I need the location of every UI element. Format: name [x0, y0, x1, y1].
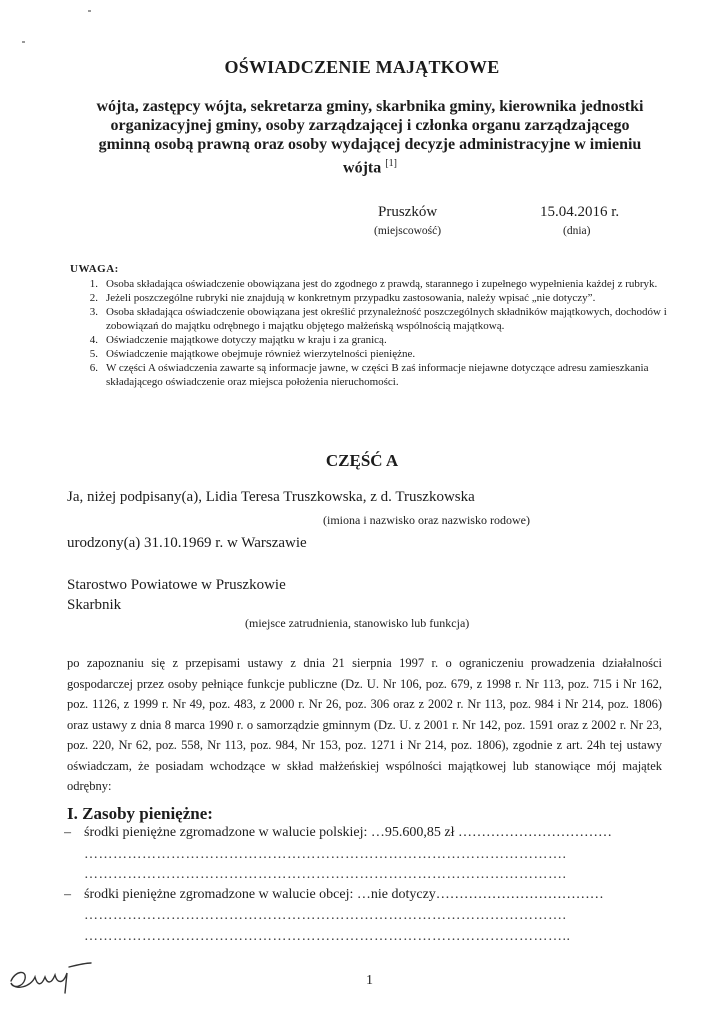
place-caption: (miejscowość)	[374, 225, 442, 237]
list-dash: –	[64, 825, 71, 840]
note-number: 1.	[89, 278, 98, 290]
foreign-funds-text: środki pieniężne zgromadzone w walucie obcej: …nie dotyczy………………………………	[84, 887, 604, 902]
subtitle-line: gminną osobą prawną oraz osoby wydającej decyzje administracyjne w imieniu	[98, 136, 642, 153]
page-number: 1	[366, 973, 373, 988]
note-item	[70, 277, 670, 291]
dotted-line: ……………………………………………………………………………………….	[84, 867, 567, 882]
employer-name: Starostwo Powiatowe w Pruszkowie	[67, 577, 286, 593]
note-text: W części A oświadczenia zawarte są informacje jawne, w części B zaś informacje niejawne dotyczące adresu zamieszkania składającego oświadczenie oraz miejsca położenia nieruchomości.	[106, 362, 649, 388]
pln-funds-line	[64, 825, 612, 841]
signature-mark	[5, 957, 95, 997]
dotted-line: ……………………………………………………………………………………….	[84, 908, 567, 923]
note-text: Osoba składająca oświadczenie obowiązana jest do zgodnego z prawdą, starannego i zupełnego wypełnienia każdej z rubryk.	[106, 278, 658, 290]
note-number: 4.	[89, 334, 98, 346]
note-item	[70, 305, 670, 333]
subtitle-line	[70, 154, 670, 177]
note-text: Oświadczenie majątkowe obejmuje również wierzytelności pieniężne.	[106, 348, 416, 360]
note-number: 2.	[89, 292, 98, 304]
note-text: Jeżeli poszczególne rubryki nie znajdują w konkretnym przypadku zastosowania, należy wpisać „nie dotyczy”.	[106, 292, 596, 304]
dotted-line: ……………………………………………………………………………………….	[84, 847, 567, 862]
scan-speck	[22, 41, 25, 43]
subtitle-line: wójta, zastępcy wójta, sekretarza gminy, skarbnika gminy, kierownika jednostki	[96, 98, 644, 115]
document-subtitle	[70, 97, 670, 177]
foreign-funds-line	[64, 887, 604, 903]
footnote-marker: [1]	[385, 158, 397, 169]
note-text: Osoba składająca oświadczenie obowiązana jest określić przynależność poszczególnych składników majątkowych, dochodów i zobowiązań do majątku odrębnego i majątku objętego małżeńską wspólnością majątkową.	[106, 306, 667, 332]
subtitle-last-word: wójta	[343, 159, 382, 177]
employer-block	[67, 575, 286, 615]
subtitle-line: organizacyjnej gminy, osoby zarządzającej i członka organu zarządzającego	[110, 117, 630, 134]
scan-speck	[88, 10, 91, 12]
date-value: 15.04.2016 r.	[540, 204, 620, 220]
declarant-line: Ja, niżej podpisany(a), Lidia Teresa Truszkowska, z d. Truszkowska	[67, 489, 475, 505]
employer-position: Skarbnik	[67, 597, 122, 613]
note-text: Oświadczenie majątkowe dotyczy majątku w kraju i za granicą.	[106, 334, 387, 346]
note-item	[70, 333, 670, 347]
notes-list	[70, 277, 670, 389]
dotted-line: ………………………………………………………………………………………..	[84, 929, 571, 944]
note-number: 3.	[89, 306, 98, 318]
note-item	[70, 291, 670, 305]
date-caption: (dnia)	[563, 225, 591, 237]
document-title: OŚWIADCZENIE MAJĄTKOWE	[224, 57, 500, 77]
section-1-heading: I. Zasoby pieniężne:	[67, 804, 213, 823]
birth-line: urodzony(a) 31.10.1969 r. w Warszawie	[67, 535, 307, 551]
place-value: Pruszków	[378, 204, 438, 220]
employer-caption: (miejsce zatrudnienia, stanowisko lub funkcja)	[245, 616, 470, 630]
list-dash: –	[64, 887, 71, 902]
note-number: 6.	[89, 362, 98, 374]
part-a-heading: CZĘŚĆ A	[325, 451, 399, 470]
note-number: 5.	[89, 348, 98, 360]
note-item	[70, 361, 670, 389]
note-item	[70, 347, 670, 361]
legal-paragraph: po zapoznaniu się z przepisami ustawy z dnia 21 sierpnia 1997 r. o ograniczeniu prowadzenia działalności gospodarczej przez osoby pełniące funkcje publiczne (Dz. U. Nr 106, poz. 679, z 1998 r. Nr 113, poz. 715 i Nr 162, poz. 1126, z 1999 r. Nr 49, poz. 483, z 2000 r. Nr 26, poz. 306 oraz z 2002 r. Nr 113, poz. 984 i Nr 214, poz. 1806) oraz ustawy z dnia 8 marca 1990 r. o samorządzie gminnym (Dz. U. z 2001 r. Nr 142, poz. 1591 oraz z 2002 r. Nr 23, poz. 220, Nr 62, poz. 558, Nr 113, poz. 984, Nr 153, poz. 1271 i Nr 214, poz. 1806), zgodnie z art. 24h tej ustawy oświadczam, że posiadam wchodzące w skład małżeńskiej wspólności majątkowej lub stanowiące mój majątek odrębny:	[67, 656, 662, 793]
pln-funds-text: środki pieniężne zgromadzone w walucie polskiej: …95.600,85 zł ……………………………	[84, 825, 613, 840]
declarant-caption: (imiona i nazwisko oraz nazwisko rodowe)	[323, 513, 530, 527]
notes-heading: UWAGA:	[70, 263, 119, 275]
